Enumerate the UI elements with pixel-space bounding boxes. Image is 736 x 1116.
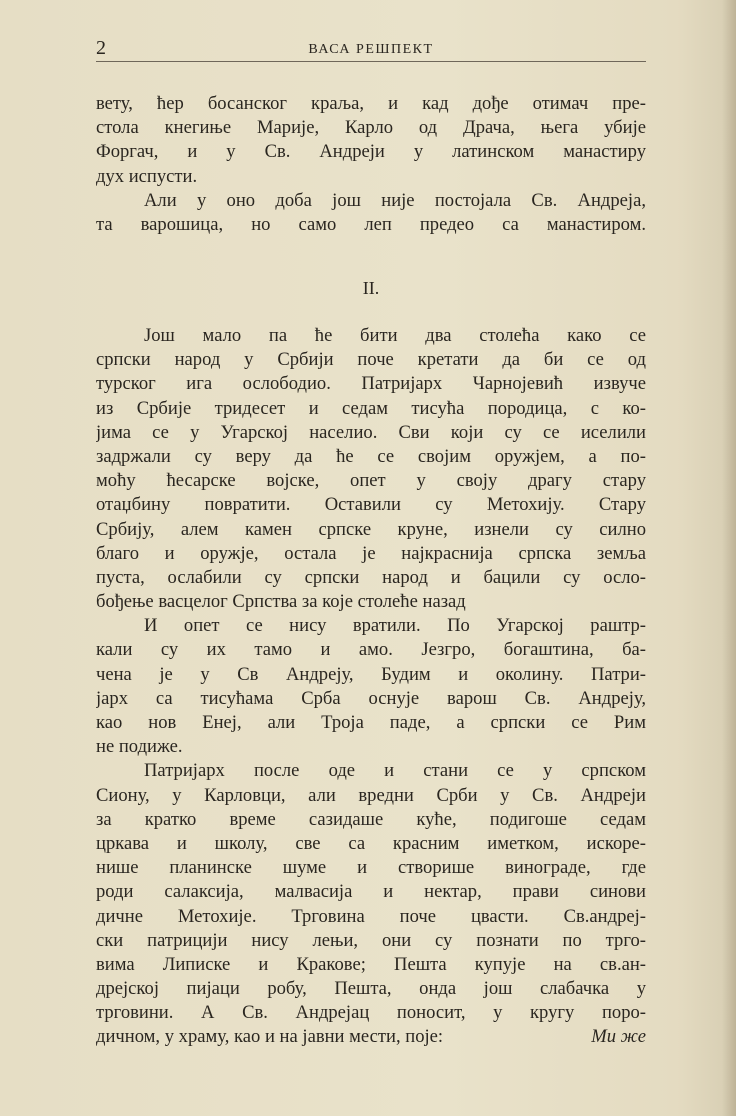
text-line: дух испусти. — [96, 165, 198, 187]
text-line: отаџбину повратити. Оставили су Метохију. Стару — [96, 494, 646, 516]
text-line: стола кнегиње Марије, Карло од Драча, њега убије — [96, 117, 646, 139]
paragraph-block-1 — [96, 92, 646, 237]
page-edge-shadow — [722, 0, 736, 1116]
text-line: вету, ћер босанског краља, и кад дође отимач пре- — [96, 93, 646, 114]
text-line: јима се у Угарској населио. Сви који су се иселили — [96, 421, 646, 443]
page-header — [96, 36, 646, 64]
text-line: Србију, алем камен српске круне, изнели су силно — [96, 518, 646, 540]
text-line: за кратко време сазидаше куће, подигоше седам — [96, 808, 646, 830]
text-line: из Србије тридесет и седам тисућа породица, с ко- — [96, 397, 646, 419]
text-line: задржали су веру да ће се својим оружјем, а по- — [96, 445, 646, 467]
italic-quote-start: Ми же — [591, 1026, 646, 1048]
text-line: та варошица, но само леп предео са манастиром. — [96, 213, 646, 235]
text-line-final — [96, 1025, 646, 1049]
text-line: цркава и школу, све са красним иметком, искоре- — [96, 832, 646, 854]
running-title: ВАСА РЕШПЕКТ — [308, 42, 434, 57]
text-line: не подиже. — [96, 736, 183, 758]
text-line: вима Липиске и Кракове; Пешта купује на св.ан- — [96, 953, 646, 975]
text-line: Још мало па ће бити два столећа како се — [144, 325, 646, 346]
page-number: 2 — [96, 37, 106, 59]
text-line: И опет се нису вратили. По Угарској раштр- — [144, 615, 646, 637]
text-line: јарх са тисућама Срба оснује варош Св. Андреју, — [96, 687, 646, 709]
text-line: Али у оно доба још није постојала Св. Андреја, — [144, 189, 646, 211]
text-line: дичне Метохије. Трговина поче цвасти. Св.андреј- — [96, 905, 646, 927]
text-line: пуста, ослабили су српски народ и бацили су осло- — [96, 566, 646, 588]
text-line: кали су их тамо и амо. Језгро, богаштина, ба- — [96, 639, 646, 661]
text-line: моћу ћесарске војске, опет у своју драгу стару — [96, 470, 646, 492]
text-line: српски народ у Србији поче кретати да би се од — [96, 349, 646, 371]
text-line-final-body: дичном, у храму, као и на јавни мести, поје: — [96, 1026, 444, 1048]
text-line: Сиону, у Карловци, али вредни Срби у Св. Андреји — [96, 784, 646, 806]
text-line: роди салаксија, малвасија и нектар, прави синови — [96, 881, 646, 903]
text-line: Патријарх после оде и стани се у српском — [144, 760, 646, 782]
text-line: благо и оружје, остала је најкраснија српска земља — [96, 542, 646, 564]
text-line: ски патрицији нису лењи, они су познати по трго- — [96, 929, 646, 951]
header-rule — [96, 61, 646, 62]
text-line: трговини. А Св. Андрејац поносит, у кругу поро- — [96, 1002, 646, 1024]
text-line: Форгач, и у Св. Андреји у латинском манастиру — [96, 141, 646, 163]
text-line: турског ига ослободио. Патријарх Чарнојевић извуче — [96, 373, 646, 395]
text-line: као нов Енеј, али Троја паде, а српски се Рим — [96, 712, 646, 733]
paragraph-block-2 — [96, 324, 646, 1050]
text-line: дрејској пијаци робу, Пешта, онда још слабачка у — [96, 978, 646, 1000]
section-heading: II. — [362, 278, 380, 298]
text-line: нише планинске шуме и створише винограде, где — [96, 857, 646, 879]
text-line: чена је у Св Андреју, Будим и околину. Патри- — [96, 663, 646, 685]
text-line: бођење васцелог Српства за које столеће назад — [96, 591, 466, 613]
